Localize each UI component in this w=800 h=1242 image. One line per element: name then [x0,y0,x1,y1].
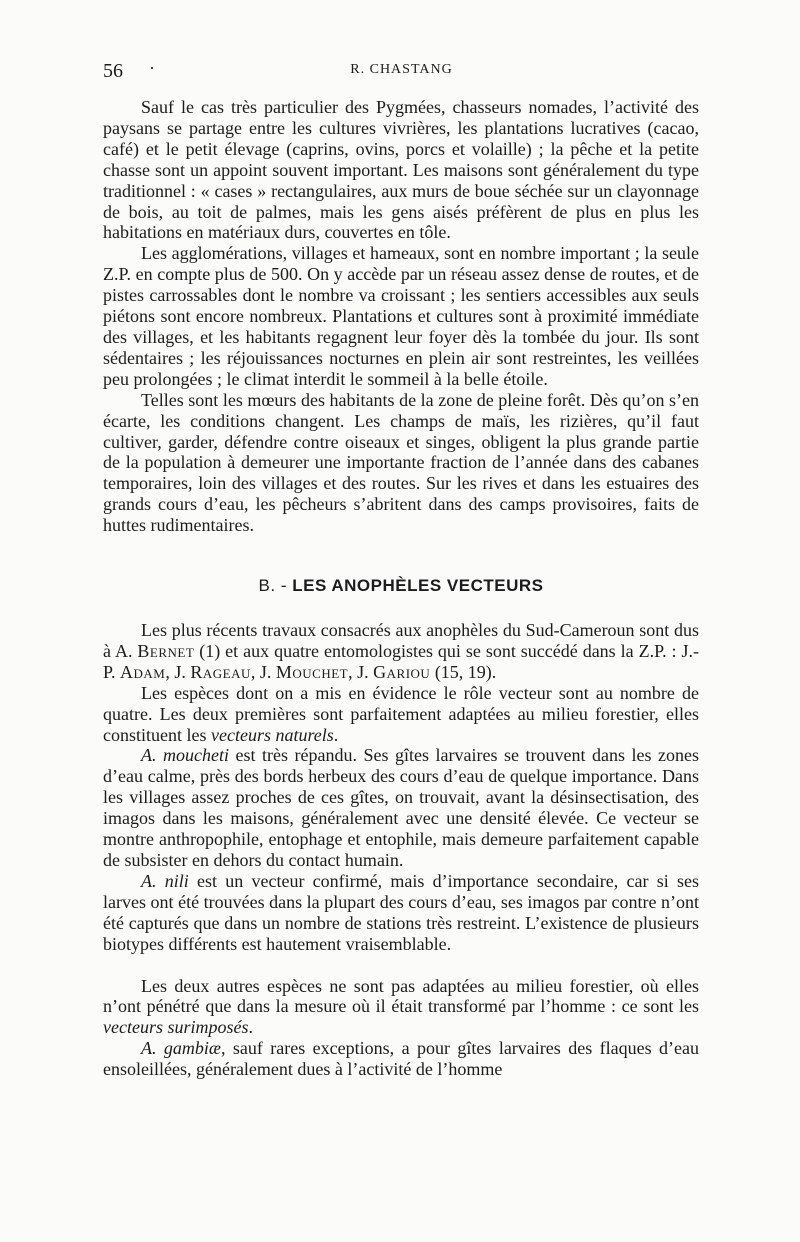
running-header [103,60,700,88]
paragraph-nili [103,871,699,955]
author-name: Gariou [373,661,431,682]
paragraph-moucheti [103,745,699,870]
page-body [103,97,699,1080]
paragraph-vector-species [103,683,699,746]
text-run: , J. [165,661,191,682]
text-run: Les deux autres espèces ne sont pas adaptées au milieu forestier, où elles n’ont pénétré que dans la mesure où il était transformé par l’homme : ce sont les [103,975,699,1017]
text-run: , J. [348,661,374,682]
text-run: est un vecteur confirmé, mais d’importance secondaire, car si ses larves ont été trouvées dans la plupart des cours d’eau, ses imagos par contre n’ont été capturés que dans un nombre de stations très restreint. L’existence de plusieurs biotypes différents est hautement vraisemblable. [103,870,699,954]
text-run: (1) et aux quatre entomologistes qui se sont succédé dans la Z.P. : J.-P. [103,640,699,682]
page-number: 56 [103,60,123,82]
section-heading [103,576,699,596]
running-author: R. CHASTANG [350,62,453,77]
italic-term: vecteurs naturels [210,724,334,745]
paragraph-activities: Sauf le cas très particulier des Pygmées, chasseurs nomades, l’activité des paysans se partage entre les cultures vivrières, les plantations lucratives (cacao, café) et le petit élevage (caprins, ovins, porcs et volaille) ; la pêche et la petite chasse sont un appoint souvent important. Les maisons sont généralement du type traditionnel : « cases » rectangulaires, aux murs de boue séchée sur un clayonnage de bois, au toit de palmes, mais les gens aisés préfèrent de plus en plus les habitations en matériaux durs, couvertes en tôle. [103,97,699,243]
paragraph-customs: Telles sont les mœurs des habitants de la zone de pleine forêt. Dès qu’on s’en écarte, les conditions changent. Les champs de maïs, les rizières, qu’il faut cultiver, garder, défendre contre oiseaux et singes, obligent la plus grande partie de la population à demeurer une importante fraction de l’année dans des cabanes temporaires, loin des villages et des routes. Sur les rives et dans les estuaires des grands cours d’eau, les pêcheurs s’abritent dans des camps provisoires, faits de huttes rudimentaires. [103,389,699,536]
species-name: A. nili [141,870,189,891]
paragraph-gap [103,955,699,976]
author-name: Bernet [137,640,195,661]
paragraph-gambiae [103,1038,699,1080]
section-title: LES ANOPHÈLES VECTEURS [292,576,544,596]
text-run: . [248,1017,253,1038]
author-name: Mouchet [275,661,349,682]
text-run: (15, 19). [430,661,497,682]
text-run: Les espèces dont on a mis en évidence le rôle vecteur sont au nombre de quatre. Les deux premières sont parfaitement adaptées au milieu forestier, elles constituent les [103,682,699,745]
author-name: Rageau [190,661,251,682]
section-letter: B. - [258,576,287,596]
text-run: Les plus récents travaux consacrés aux anophèles du Sud-Cameroun sont dus à A. [103,620,699,661]
author-name: Adam [120,661,166,682]
paragraph-superimposed [103,976,699,1039]
species-name: A. moucheti [141,745,229,766]
italic-term: vecteurs surimposés [103,1017,249,1038]
text-run: . [333,724,339,745]
paragraph-villages: Les agglomérations, villages et hameaux, sont en nombre important ; la seule Z.P. en compte plus de 500. On y accède par un réseau assez dense de routes, et de pistes carrossables dont le nombre va croissant ; les sentiers accessibles aux seuls piétons sont encore nombreux. Plantations et cultures sont à proximité immédiate des villages, et les habitants regagnent leur foyer dès la tombée du jour. Ils sont sédentaires ; les réjouissances nocturnes en plein air sont restreintes, les veillées peu prolongées ; le climat interdit le sommeil à la belle étoile. [103,243,699,389]
text-run: , J. [250,661,276,682]
header-separator: · [149,58,155,78]
text-run: , sauf rares exceptions, a pour gîtes larvaires des flaques d’eau ensoleillées, généralement dues à l’activité de l’homme [103,1038,699,1080]
text-run: est très répandu. Ses gîtes larvaires se trouvent dans les zones d’eau calme, près des bords herbeux des cours d’eau de quelque importance. Dans les villages assez proches de ces gîtes, on trouvait, avant la désinsectisation, des imagos dans les maisons, généralement avec une densité élevée. Ce vecteur se montre anthropophile, entophage et entophile, mais demeure parfaitement capable de subsister en dehors du contact humain. [103,745,700,870]
paragraph-recent-works [103,620,699,683]
species-name: A. gambiæ [141,1038,221,1059]
